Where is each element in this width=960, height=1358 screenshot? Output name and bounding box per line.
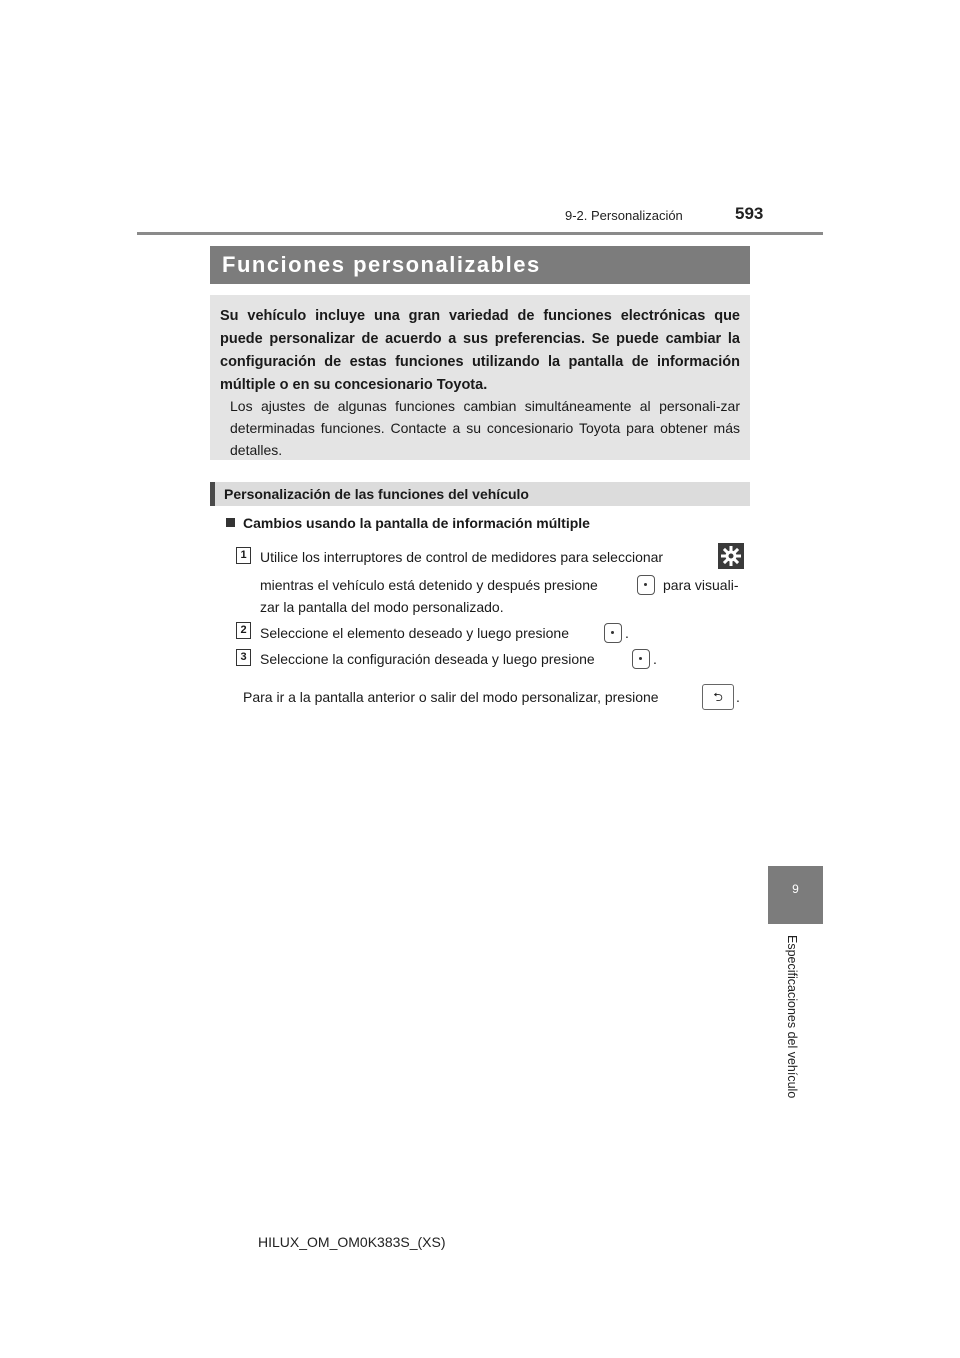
- chapter-tab: [768, 866, 823, 924]
- page-title-bar: [210, 246, 750, 284]
- step-3-text: Seleccione la configuración deseada y luego presione: [260, 651, 595, 667]
- intro-box: [210, 295, 750, 460]
- enter-button-icon: [632, 649, 650, 669]
- subsection-accent: [210, 482, 215, 506]
- chapter-label: Especificaciones del vehículo: [785, 935, 799, 1099]
- step-3-end: .: [653, 651, 657, 667]
- page-number: 593: [735, 204, 764, 223]
- step-1-line-3: zar la pantalla del modo personalizado.: [260, 599, 504, 615]
- step-2-text: Seleccione el elemento deseado y luego presione: [260, 625, 569, 641]
- header-rule: [137, 232, 823, 235]
- subheading: [226, 515, 590, 531]
- square-bullet-icon: [226, 518, 235, 527]
- enter-button-icon: [604, 623, 622, 643]
- step-number-3: 3: [236, 649, 251, 666]
- intro-summary: Su vehículo incluye una gran variedad de funciones electrónicas que puede personalizar de acuerdo a sus preferencias. Se puede cambiar la configuración de estas funciones utilizando la pantalla de información múltiple o en su concesionario Toyota.: [220, 308, 740, 393]
- step-1-line-2a: mientras el vehículo está detenido y después presione: [260, 577, 598, 593]
- gear-icon: [718, 543, 744, 569]
- enter-button-icon: [637, 575, 655, 595]
- back-button-icon: ⮌: [702, 684, 734, 710]
- chapter-number: 9: [792, 882, 799, 896]
- intro-note: Los ajustes de algunas funciones cambian simultáneamente al personali-zar determinadas funciones. Contacte a su concesionario Toyota para obtener más detalles.: [230, 398, 740, 458]
- section-title: 9-2. Personalización: [565, 208, 683, 223]
- back-note-text: Para ir a la pantalla anterior o salir del modo personalizar, presione: [243, 689, 659, 705]
- document-code: HILUX_OM_OM0K383S_(XS): [258, 1234, 446, 1250]
- step-1-line-2b: para visuali-: [663, 577, 739, 593]
- subheading-text: Cambios usando la pantalla de información múltiple: [243, 515, 590, 531]
- step-number-2: 2: [236, 622, 251, 639]
- subsection-bar: [210, 482, 750, 506]
- step-1-line-1: Utilice los interruptores de control de medidores para seleccionar: [260, 549, 664, 565]
- step-2-end: .: [625, 625, 629, 641]
- step-number-1: 1: [236, 547, 251, 564]
- page-title: Funciones personalizables: [222, 252, 541, 277]
- subsection-title: Personalización de las funciones del vehículo: [224, 486, 529, 502]
- back-note-end: .: [736, 689, 740, 705]
